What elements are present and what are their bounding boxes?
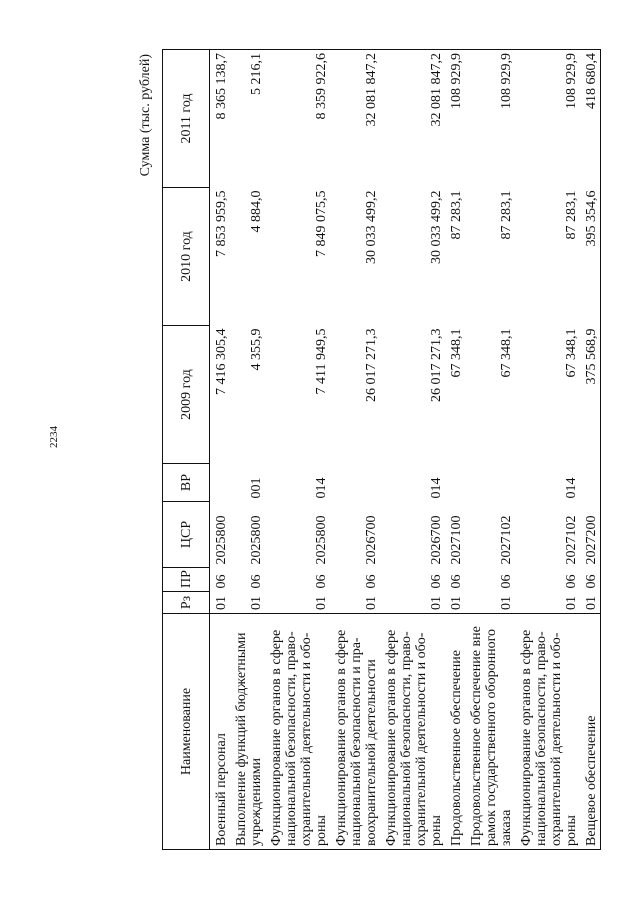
row-rz: 01 [429,596,444,610]
rotated-page-content [138,50,599,850]
row-name: Функционирование органов в сфере национальной безопасности и пра-воохранительной деятельности [330,614,380,850]
row-2010: 87 283,1 [499,190,514,240]
row-csr: 2027100 [449,515,464,565]
row-vr [330,464,380,502]
table-row [515,50,580,850]
row-csr: 2027102 [564,515,579,565]
table-row [230,50,265,850]
row-2009: 375 568,9 [580,326,601,464]
row-2010: 30 033 499,2 [429,190,444,264]
row-name: Выполнение функций бюджетными учреждениями [230,614,265,850]
row-2011: 8 365 138,7 [210,50,231,188]
row-2011: 32 081 847,2 [330,50,380,188]
budget-table [162,49,601,850]
row-pr: 06 [499,574,514,589]
row-pr: 06 [314,574,329,589]
row-name: Военный персонал [210,614,231,850]
header-pr: ПР [163,568,210,592]
row-rz: 01 [564,596,579,610]
row-pr: 06 [580,568,601,592]
row-vr: 014 [429,477,444,499]
row-vr: 001 [249,477,264,499]
row-rz: 01 [449,596,464,610]
row-2011: 32 081 847,2 [380,50,445,188]
row-2009: 7 416 305,4 [214,328,229,395]
row-csr: 2027200 [580,502,601,568]
row-csr: 2025800 [249,515,264,565]
page-number: 2234 [48,426,60,448]
units-label: Сумма (тыс. рублей) [138,54,153,177]
header-2009: 2009 год [163,326,210,464]
row-name: Продовольственное обеспечение [445,614,465,850]
row-2009: 4 355,9 [249,328,264,371]
row-2009: 26 017 271,3 [364,328,379,402]
table-row [330,50,380,850]
row-2009: 7 411 949,5 [314,328,329,395]
row-2011: 108 929,9 [445,50,465,188]
row-2010: 4 884,0 [249,190,264,233]
row-2010: 7 853 959,5 [214,190,229,257]
row-name: Функционирование органов в сфере национальной безопасности, право-охранительной деятельности и обо-роны [515,614,580,850]
row-vr [580,464,601,502]
row-2011: 8 359 922,6 [265,50,330,188]
table-row [580,50,601,850]
row-csr: 2025800 [214,515,229,565]
row-2010: 87 283,1 [564,190,579,240]
row-rz: 01 [580,592,601,614]
table-row [210,50,231,850]
row-pr: 06 [429,574,444,589]
table-row [445,50,465,850]
header-vr: ВР [163,464,210,502]
row-2011: 5 216,1 [230,50,265,188]
row-pr: 06 [214,574,229,589]
row-rz: 01 [364,596,379,610]
row-pr: 06 [249,574,264,589]
row-2010: 30 033 499,2 [364,190,379,264]
table-row [465,50,515,850]
row-2011: 108 929,9 [465,50,515,188]
row-pr: 06 [564,574,579,589]
row-vr [210,464,231,502]
row-name: Продовольственное обеспечение вне рамок государственного оборонного заказа [465,614,515,850]
row-pr: 06 [364,574,379,589]
header-csr: ЦСР [163,502,210,568]
row-2009: 67 348,1 [564,328,579,378]
row-csr: 2026700 [364,515,379,565]
table-row [380,50,445,850]
row-2010: 7 849 075,5 [314,190,329,257]
table-row [265,50,330,850]
table-header-row [163,50,210,850]
row-name: Вещевое обеспечение [580,614,601,850]
header-2010: 2010 год [163,188,210,326]
row-vr [465,464,515,502]
row-2009: 67 348,1 [449,328,464,378]
row-2009: 26 017 271,3 [429,328,444,402]
row-vr: 014 [314,477,329,499]
row-name: Функционирование органов в сфере национальной безопасности, право-охранительной деятельности и обо-роны [265,614,330,850]
row-csr: 2025800 [314,515,329,565]
row-csr: 2027102 [499,515,514,565]
row-csr: 2026700 [429,515,444,565]
row-vr [445,464,465,502]
row-2011: 418 680,4 [580,50,601,188]
row-2009: 67 348,1 [499,328,514,378]
row-rz: 01 [214,596,229,610]
header-name: Наименование [163,614,210,850]
header-rz: Рз [163,592,210,614]
row-name: Функционирование органов в сфере национальной безопасности, право-охранительной деятельности и обо-роны [380,614,445,850]
row-2010: 395 354,6 [580,188,601,326]
row-pr: 06 [449,574,464,589]
row-vr: 014 [564,477,579,499]
row-rz: 01 [314,596,329,610]
header-2011: 2011 год [163,50,210,188]
row-2011: 108 929,9 [515,50,580,188]
row-rz: 01 [249,596,264,610]
row-2010: 87 283,1 [449,190,464,240]
row-rz: 01 [499,596,514,610]
